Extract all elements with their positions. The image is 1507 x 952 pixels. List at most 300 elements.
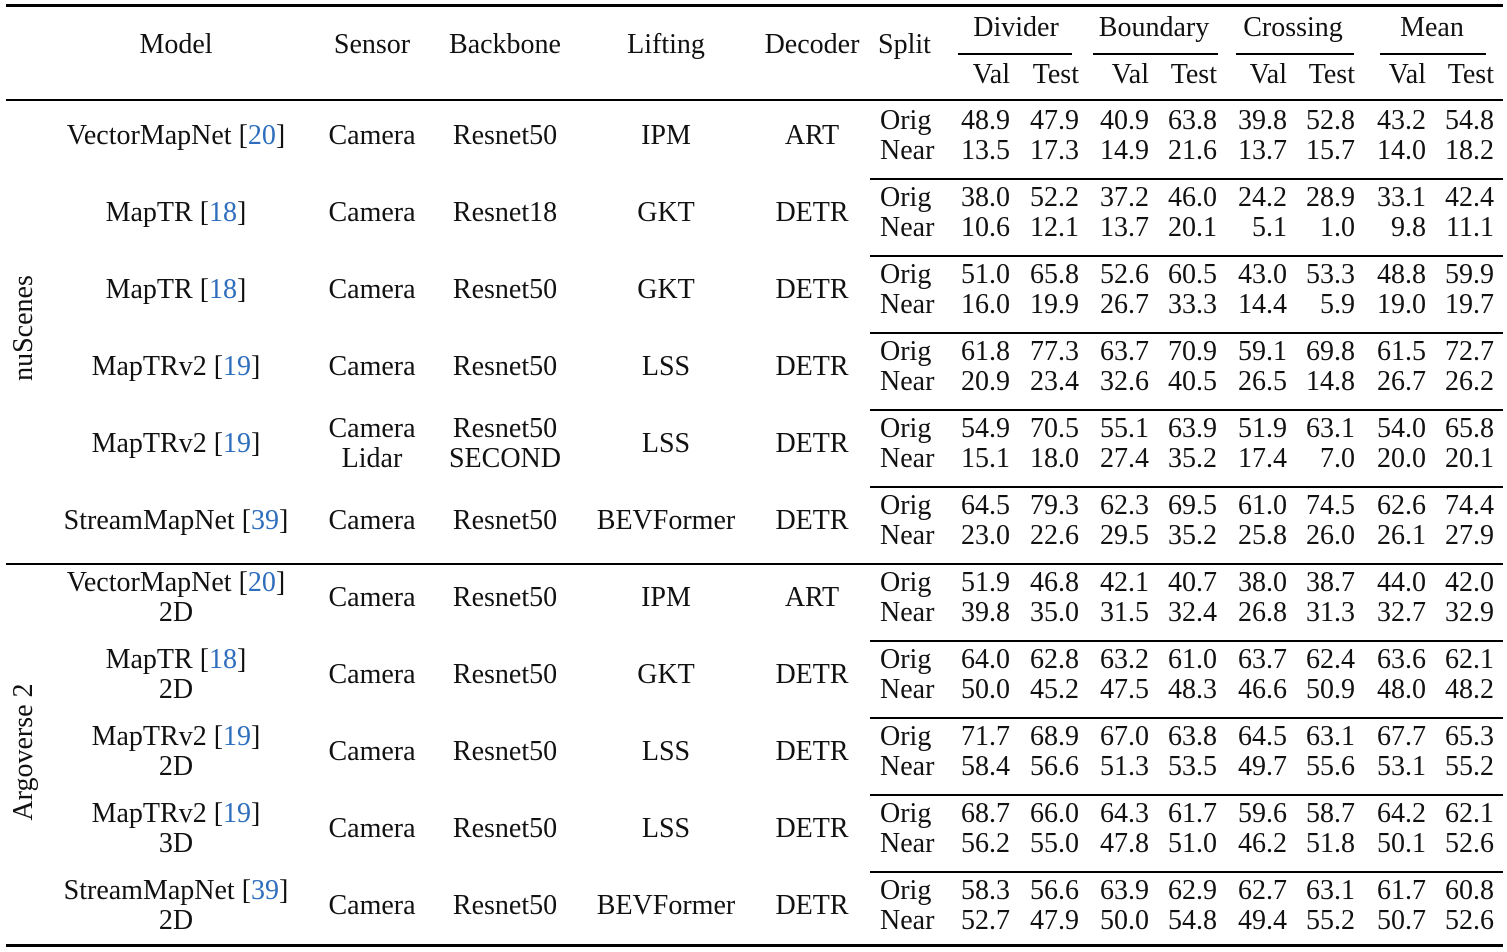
value-near: 9.8 — [1391, 212, 1426, 243]
lifting: IPM — [641, 120, 691, 151]
sensor: Camera — [328, 659, 416, 690]
value-orig: 54.9 — [961, 413, 1010, 444]
value-near: 18.0 — [1030, 443, 1079, 474]
value-orig: 55.1 — [1100, 413, 1149, 444]
value-orig: 63.6 — [1377, 644, 1426, 675]
value-near: 56.2 — [961, 828, 1010, 859]
sensor: Camera — [328, 736, 416, 767]
value-orig: 39.8 — [1238, 105, 1287, 136]
row-separator — [870, 178, 1503, 180]
model-name: VectorMapNet [20] — [66, 567, 286, 598]
value-orig: 42.1 — [1100, 567, 1149, 598]
value-orig: 63.7 — [1238, 644, 1287, 675]
split-orig: Orig — [880, 721, 932, 752]
value-orig: 63.2 — [1100, 644, 1149, 675]
table-bottom-rule — [6, 944, 1503, 947]
value-near: 26.7 — [1100, 289, 1149, 320]
value-near: 46.2 — [1238, 828, 1287, 859]
value-near: 51.8 — [1306, 828, 1355, 859]
citation-link[interactable]: 18 — [209, 197, 238, 228]
model-variant: 3D — [158, 828, 194, 859]
citation-link[interactable]: 39 — [251, 875, 280, 906]
model-name: VectorMapNet [20] — [66, 120, 286, 151]
backbone: Resnet50 — [452, 274, 558, 305]
header-test: Test — [1447, 59, 1494, 90]
value-near: 52.6 — [1445, 905, 1494, 936]
decoder: ART — [784, 582, 840, 613]
lifting: LSS — [641, 736, 691, 767]
header-lifting: Lifting — [627, 29, 705, 60]
row-separator — [870, 794, 1503, 796]
value-near: 12.1 — [1030, 212, 1079, 243]
model-name: MapTRv2 [19] — [91, 798, 261, 829]
decoder: DETR — [775, 274, 849, 305]
decoder: DETR — [775, 890, 849, 921]
value-orig: 38.7 — [1306, 567, 1355, 598]
citation-link[interactable]: 39 — [251, 505, 280, 536]
split-near: Near — [880, 443, 935, 474]
header-test: Test — [1308, 59, 1355, 90]
backbone: Resnet50 — [452, 120, 558, 151]
value-near: 17.3 — [1030, 135, 1079, 166]
value-near: 27.9 — [1445, 520, 1494, 551]
header-group-crossing: Crossing — [1243, 12, 1343, 43]
value-orig: 51.9 — [961, 567, 1010, 598]
value-near: 47.8 — [1100, 828, 1149, 859]
value-orig: 74.5 — [1306, 490, 1355, 521]
value-near: 55.0 — [1030, 828, 1079, 859]
value-orig: 62.9 — [1168, 875, 1217, 906]
value-orig: 59.1 — [1238, 336, 1287, 367]
backbone: Resnet50 — [452, 413, 558, 444]
dataset-label: Argoverse 2 — [8, 682, 39, 821]
backbone: Resnet50 — [452, 351, 558, 382]
value-orig: 52.8 — [1306, 105, 1355, 136]
dataset-label: nuScenes — [8, 275, 39, 381]
value-orig: 61.8 — [961, 336, 1010, 367]
value-near: 13.5 — [961, 135, 1010, 166]
value-near: 55.2 — [1445, 751, 1494, 782]
value-orig: 62.7 — [1238, 875, 1287, 906]
value-orig: 54.8 — [1445, 105, 1494, 136]
value-near: 26.2 — [1445, 366, 1494, 397]
header-group-rule — [1380, 53, 1486, 55]
value-orig: 38.0 — [1238, 567, 1287, 598]
value-near: 10.6 — [961, 212, 1010, 243]
header-group-rule — [1236, 53, 1354, 55]
value-orig: 63.9 — [1168, 413, 1217, 444]
value-near: 32.7 — [1377, 597, 1426, 628]
value-orig: 62.6 — [1377, 490, 1426, 521]
model-name: MapTRv2 [19] — [91, 721, 261, 752]
lifting: LSS — [641, 813, 691, 844]
citation-link[interactable]: 20 — [247, 567, 276, 598]
value-orig: 62.3 — [1100, 490, 1149, 521]
backbone: SECOND — [448, 443, 561, 474]
value-orig: 64.5 — [961, 490, 1010, 521]
value-near: 55.2 — [1306, 905, 1355, 936]
value-orig: 52.2 — [1030, 182, 1079, 213]
decoder: DETR — [775, 505, 849, 536]
header-group-boundary: Boundary — [1098, 12, 1210, 43]
value-near: 13.7 — [1100, 212, 1149, 243]
split-near: Near — [880, 597, 935, 628]
value-near: 16.0 — [961, 289, 1010, 320]
value-near: 14.8 — [1306, 366, 1355, 397]
header-split: Split — [878, 29, 931, 60]
lifting: BEVFormer — [596, 890, 736, 921]
decoder: DETR — [775, 736, 849, 767]
header-group-rule — [1093, 53, 1218, 55]
header-backbone: Backbone — [449, 29, 561, 60]
value-orig: 69.8 — [1306, 336, 1355, 367]
value-near: 31.3 — [1306, 597, 1355, 628]
value-orig: 61.0 — [1238, 490, 1287, 521]
value-orig: 38.0 — [961, 182, 1010, 213]
value-orig: 62.1 — [1445, 798, 1494, 829]
value-orig: 40.7 — [1168, 567, 1217, 598]
model-name: StreamMapNet [39] — [63, 875, 289, 906]
lifting: LSS — [641, 351, 691, 382]
value-orig: 53.3 — [1306, 259, 1355, 290]
value-near: 23.0 — [961, 520, 1010, 551]
lifting: LSS — [641, 428, 691, 459]
value-orig: 63.1 — [1306, 413, 1355, 444]
value-near: 35.0 — [1030, 597, 1079, 628]
value-orig: 51.0 — [961, 259, 1010, 290]
header-group-rule — [958, 53, 1072, 55]
value-near: 47.9 — [1030, 905, 1079, 936]
backbone: Resnet50 — [452, 582, 558, 613]
value-orig: 56.6 — [1030, 875, 1079, 906]
value-near: 29.5 — [1100, 520, 1149, 551]
lifting: GKT — [637, 197, 695, 228]
header-val: Val — [1388, 59, 1426, 90]
value-orig: 58.3 — [961, 875, 1010, 906]
value-orig: 79.3 — [1030, 490, 1079, 521]
header-model: Model — [139, 29, 213, 60]
value-near: 20.9 — [961, 366, 1010, 397]
value-near: 58.4 — [961, 751, 1010, 782]
value-near: 19.9 — [1030, 289, 1079, 320]
split-orig: Orig — [880, 259, 932, 290]
model-name: MapTR [18] — [105, 644, 247, 675]
sensor: Camera — [328, 413, 416, 444]
value-orig: 63.1 — [1306, 875, 1355, 906]
value-orig: 64.0 — [961, 644, 1010, 675]
value-near: 48.0 — [1377, 674, 1426, 705]
value-orig: 64.3 — [1100, 798, 1149, 829]
value-orig: 64.2 — [1377, 798, 1426, 829]
value-near: 39.8 — [961, 597, 1010, 628]
value-near: 26.5 — [1238, 366, 1287, 397]
value-near: 20.0 — [1377, 443, 1426, 474]
model-name: MapTRv2 [19] — [91, 428, 261, 459]
value-near: 5.9 — [1320, 289, 1355, 320]
sensor: Camera — [328, 197, 416, 228]
value-orig: 46.0 — [1168, 182, 1217, 213]
model-name: MapTR [18] — [105, 274, 247, 305]
value-orig: 63.8 — [1168, 105, 1217, 136]
value-orig: 65.8 — [1030, 259, 1079, 290]
value-near: 35.2 — [1168, 443, 1217, 474]
lifting: GKT — [637, 659, 695, 690]
value-near: 17.4 — [1238, 443, 1287, 474]
value-near: 7.0 — [1320, 443, 1355, 474]
value-orig: 33.1 — [1377, 182, 1426, 213]
value-orig: 37.2 — [1100, 182, 1149, 213]
value-near: 33.3 — [1168, 289, 1217, 320]
value-orig: 65.3 — [1445, 721, 1494, 752]
split-orig: Orig — [880, 336, 932, 367]
row-separator — [870, 255, 1503, 257]
citation-link[interactable]: 18 — [209, 644, 238, 675]
header-decoder: Decoder — [764, 29, 860, 60]
value-orig: 54.0 — [1377, 413, 1426, 444]
lifting: IPM — [641, 582, 691, 613]
sensor: Camera — [328, 813, 416, 844]
value-orig: 28.9 — [1306, 182, 1355, 213]
value-near: 26.1 — [1377, 520, 1426, 551]
value-orig: 70.5 — [1030, 413, 1079, 444]
value-near: 14.4 — [1238, 289, 1287, 320]
dataset-separator — [6, 563, 1503, 565]
table-top-rule — [6, 4, 1503, 7]
decoder: DETR — [775, 659, 849, 690]
value-orig: 74.4 — [1445, 490, 1494, 521]
value-near: 51.0 — [1168, 828, 1217, 859]
split-near: Near — [880, 366, 935, 397]
value-orig: 42.0 — [1445, 567, 1494, 598]
model-variant: 2D — [158, 751, 194, 782]
value-orig: 61.5 — [1377, 336, 1426, 367]
row-separator — [870, 332, 1503, 334]
sensor: Lidar — [341, 443, 403, 474]
sensor: Camera — [328, 890, 416, 921]
sensor: Camera — [328, 274, 416, 305]
sensor: Camera — [328, 351, 416, 382]
value-orig: 77.3 — [1030, 336, 1079, 367]
value-near: 5.1 — [1252, 212, 1287, 243]
value-near: 19.0 — [1377, 289, 1426, 320]
split-orig: Orig — [880, 182, 932, 213]
citation-link[interactable]: 19 — [223, 721, 252, 752]
value-near: 23.4 — [1030, 366, 1079, 397]
value-orig: 63.9 — [1100, 875, 1149, 906]
split-orig: Orig — [880, 567, 932, 598]
model-name: MapTR [18] — [105, 197, 247, 228]
value-near: 52.6 — [1445, 828, 1494, 859]
decoder: ART — [784, 120, 840, 151]
decoder: DETR — [775, 351, 849, 382]
value-near: 35.2 — [1168, 520, 1217, 551]
backbone: Resnet18 — [452, 197, 558, 228]
value-near: 48.3 — [1168, 674, 1217, 705]
value-near: 26.0 — [1306, 520, 1355, 551]
value-near: 50.0 — [961, 674, 1010, 705]
header-sensor: Sensor — [333, 29, 411, 60]
value-orig: 71.7 — [961, 721, 1010, 752]
split-near: Near — [880, 828, 935, 859]
value-orig: 58.7 — [1306, 798, 1355, 829]
value-near: 15.7 — [1306, 135, 1355, 166]
value-orig: 61.0 — [1168, 644, 1217, 675]
value-orig: 42.4 — [1445, 182, 1494, 213]
value-orig: 47.9 — [1030, 105, 1079, 136]
header-test: Test — [1170, 59, 1217, 90]
backbone: Resnet50 — [452, 890, 558, 921]
value-orig: 69.5 — [1168, 490, 1217, 521]
value-orig: 51.9 — [1238, 413, 1287, 444]
value-orig: 67.0 — [1100, 721, 1149, 752]
value-near: 32.6 — [1100, 366, 1149, 397]
citation-link[interactable]: 19 — [223, 798, 252, 829]
value-near: 53.5 — [1168, 751, 1217, 782]
row-separator — [870, 717, 1503, 719]
header-val: Val — [972, 59, 1010, 90]
value-orig: 63.7 — [1100, 336, 1149, 367]
decoder: DETR — [775, 428, 849, 459]
value-near: 47.5 — [1100, 674, 1149, 705]
value-near: 51.3 — [1100, 751, 1149, 782]
split-near: Near — [880, 674, 935, 705]
value-orig: 60.8 — [1445, 875, 1494, 906]
split-orig: Orig — [880, 105, 932, 136]
value-near: 22.6 — [1030, 520, 1079, 551]
value-near: 49.7 — [1238, 751, 1287, 782]
citation-link[interactable]: 19 — [223, 351, 252, 382]
sensor: Camera — [328, 505, 416, 536]
value-orig: 59.6 — [1238, 798, 1287, 829]
decoder: DETR — [775, 813, 849, 844]
value-near: 54.8 — [1168, 905, 1217, 936]
split-orig: Orig — [880, 413, 932, 444]
split-orig: Orig — [880, 875, 932, 906]
value-orig: 24.2 — [1238, 182, 1287, 213]
split-orig: Orig — [880, 798, 932, 829]
value-near: 48.2 — [1445, 674, 1494, 705]
value-near: 49.4 — [1238, 905, 1287, 936]
model-variant: 2D — [158, 905, 194, 936]
value-orig: 62.1 — [1445, 644, 1494, 675]
backbone: Resnet50 — [452, 736, 558, 767]
split-near: Near — [880, 212, 935, 243]
row-separator — [870, 871, 1503, 873]
value-orig: 46.8 — [1030, 567, 1079, 598]
value-near: 18.2 — [1445, 135, 1494, 166]
citation-link[interactable]: 18 — [209, 274, 238, 305]
value-near: 14.9 — [1100, 135, 1149, 166]
backbone: Resnet50 — [452, 659, 558, 690]
model-name: MapTRv2 [19] — [91, 351, 261, 382]
value-orig: 66.0 — [1030, 798, 1079, 829]
lifting: BEVFormer — [596, 505, 736, 536]
model-name: StreamMapNet [39] — [63, 505, 289, 536]
value-near: 19.7 — [1445, 289, 1494, 320]
header-test: Test — [1032, 59, 1079, 90]
split-orig: Orig — [880, 644, 932, 675]
value-near: 11.1 — [1446, 212, 1494, 243]
value-orig: 44.0 — [1377, 567, 1426, 598]
split-near: Near — [880, 751, 935, 782]
value-orig: 64.5 — [1238, 721, 1287, 752]
value-near: 15.1 — [961, 443, 1010, 474]
value-near: 25.8 — [1238, 520, 1287, 551]
value-orig: 70.9 — [1168, 336, 1217, 367]
value-near: 32.4 — [1168, 597, 1217, 628]
value-near: 50.1 — [1377, 828, 1426, 859]
row-separator — [870, 409, 1503, 411]
value-orig: 48.9 — [961, 105, 1010, 136]
header-rule — [6, 99, 1503, 101]
value-near: 26.7 — [1377, 366, 1426, 397]
value-near: 1.0 — [1320, 212, 1355, 243]
sensor: Camera — [328, 582, 416, 613]
row-separator — [870, 486, 1503, 488]
value-orig: 48.8 — [1377, 259, 1426, 290]
value-near: 13.7 — [1238, 135, 1287, 166]
value-orig: 43.2 — [1377, 105, 1426, 136]
lifting: GKT — [637, 274, 695, 305]
split-orig: Orig — [880, 490, 932, 521]
model-variant: 2D — [158, 597, 194, 628]
value-near: 31.5 — [1100, 597, 1149, 628]
value-near: 26.8 — [1238, 597, 1287, 628]
sensor: Camera — [328, 120, 416, 151]
backbone: Resnet50 — [452, 813, 558, 844]
header-val: Val — [1111, 59, 1149, 90]
value-near: 50.7 — [1377, 905, 1426, 936]
value-orig: 61.7 — [1168, 798, 1217, 829]
value-orig: 65.8 — [1445, 413, 1494, 444]
value-orig: 68.7 — [961, 798, 1010, 829]
value-near: 53.1 — [1377, 751, 1426, 782]
value-orig: 67.7 — [1377, 721, 1426, 752]
value-orig: 62.8 — [1030, 644, 1079, 675]
value-orig: 40.9 — [1100, 105, 1149, 136]
split-near: Near — [880, 520, 935, 551]
row-separator — [870, 640, 1503, 642]
model-variant: 2D — [158, 674, 194, 705]
value-near: 20.1 — [1168, 212, 1217, 243]
value-near: 52.7 — [961, 905, 1010, 936]
value-near: 55.6 — [1306, 751, 1355, 782]
value-orig: 61.7 — [1377, 875, 1426, 906]
decoder: DETR — [775, 197, 849, 228]
value-near: 40.5 — [1168, 366, 1217, 397]
value-near: 21.6 — [1168, 135, 1217, 166]
header-val: Val — [1249, 59, 1287, 90]
value-near: 56.6 — [1030, 751, 1079, 782]
value-orig: 43.0 — [1238, 259, 1287, 290]
value-near: 46.6 — [1238, 674, 1287, 705]
value-near: 27.4 — [1100, 443, 1149, 474]
citation-link[interactable]: 20 — [247, 120, 276, 151]
split-near: Near — [880, 905, 935, 936]
value-orig: 68.9 — [1030, 721, 1079, 752]
value-orig: 63.8 — [1168, 721, 1217, 752]
value-near: 14.0 — [1377, 135, 1426, 166]
header-group-divider: Divider — [973, 12, 1059, 43]
value-near: 32.9 — [1445, 597, 1494, 628]
header-group-mean: Mean — [1400, 12, 1464, 43]
value-orig: 52.6 — [1100, 259, 1149, 290]
citation-link[interactable]: 19 — [223, 428, 252, 459]
value-near: 50.9 — [1306, 674, 1355, 705]
split-near: Near — [880, 135, 935, 166]
split-near: Near — [880, 289, 935, 320]
value-orig: 63.1 — [1306, 721, 1355, 752]
